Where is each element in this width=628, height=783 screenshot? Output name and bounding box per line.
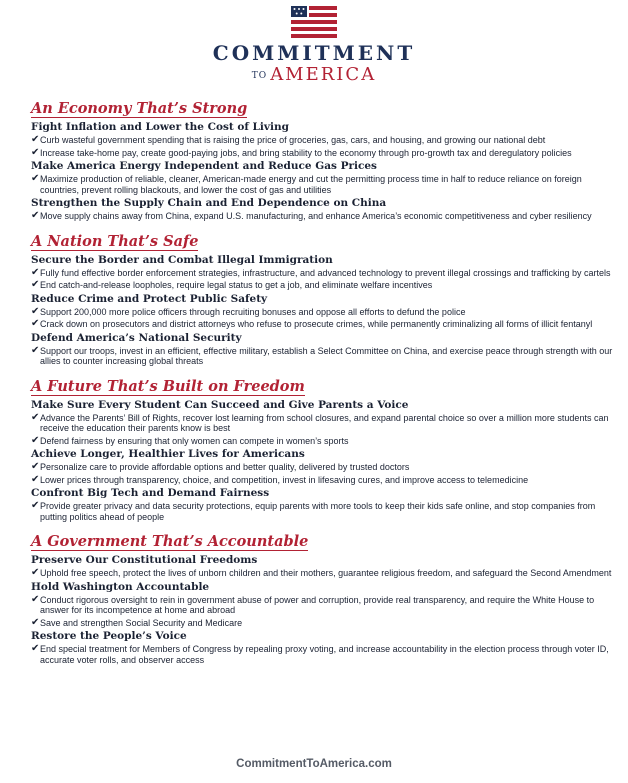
checkmark-icon: ✔ <box>31 173 40 184</box>
section-title: A Future That’s Built on Freedom <box>31 377 305 395</box>
section-title: A Government That’s Accountable <box>31 533 309 550</box>
list-item-text: Uphold free speech, protect the lives of unborn children and their mothers, guarantee religious freedom, and safeguard the Second Amendment <box>40 568 612 578</box>
checkmark-icon: ✔ <box>31 461 40 472</box>
list-item <box>31 211 614 222</box>
section <box>31 233 614 367</box>
list-item <box>31 174 614 195</box>
list-item-text: Support our troops, invest in an efficient, effective military, establish a Select Committee on China, and exercise peace through strength with our allies to counter increasing global threats <box>40 345 613 366</box>
list-item <box>31 148 614 159</box>
list-item-text: Increase take-home pay, create good-paying jobs, and bring stability to the economy through pro-growth tax and deregulatory policies <box>40 147 572 158</box>
subsection-heading: Restore the People’s Voice <box>31 630 187 642</box>
list-item <box>31 268 614 279</box>
footer-url[interactable]: CommitmentToAmerica.com <box>236 758 392 770</box>
subsection-heading: Reduce Crime and Protect Public Safety <box>31 292 268 305</box>
list-item-text: Support 200,000 more police officers through recruiting bonuses and oppose all efforts to defund the police <box>40 306 466 317</box>
list-item-text: Defend fairness by ensuring that only women can compete in women’s sports <box>40 435 349 446</box>
checkmark-icon: ✔ <box>31 434 40 446</box>
list-item-text: Maximize production of reliable, cleaner, American-made energy and cut the permitting process time in half to reduce reliance on foreign countries, prevent rolling blackouts, and lower the cost of gas and utilities <box>40 174 582 195</box>
checkmark-icon: ✔ <box>31 643 40 654</box>
checkmark-icon: ✔ <box>31 593 40 605</box>
brand-america: AMERICA <box>270 64 377 85</box>
checkmark-icon: ✔ <box>31 134 40 145</box>
section-title: A Nation That’s Safe <box>31 232 199 250</box>
list-item-text: Lower prices through transparency, choice, and competition, invest in lifesaving cures, and improve access to telemedicine <box>40 474 529 485</box>
list-item <box>31 595 614 616</box>
list-item-text: Fully fund effective border enforcement strategies, infrastructure, and advanced technology to prevent illegal crossings and trafficking by cartels <box>40 267 611 278</box>
checkmark-icon: ✔ <box>31 473 40 485</box>
checkmark-icon: ✔ <box>31 411 40 423</box>
checkmark-icon: ✔ <box>31 279 40 290</box>
list-item-text: Save and strengthen Social Security and Medicare <box>40 617 243 628</box>
brand-title: COMMITMENT <box>212 41 416 65</box>
checkmark-icon: ✔ <box>31 318 40 329</box>
list-item-text: Personalize care to provide affordable options and better quality, delivered by trusted doctors <box>40 462 410 472</box>
list-item-text: End special treatment for Members of Congress by repealing proxy voting, and increase accountability in the election process through voter ID, accurate voter rolls, and observer access <box>40 644 609 665</box>
agenda-content <box>31 100 614 676</box>
list-item-text: Curb wasteful government spending that is raising the price of groceries, gas, cars, and housing, and growing our national debt <box>40 135 546 145</box>
list-item <box>31 280 614 291</box>
brand-subtitle <box>0 65 628 86</box>
list-item-text: Advance the Parents’ Bill of Rights, recover lost learning from school closures, and expand parental choice so over a million more students can receive the education their parents know is best <box>40 412 609 433</box>
list-item <box>31 462 614 473</box>
list-item-text: Conduct rigorous oversight to rein in government abuse of power and corruption, provide real transparency, and require the White House to answer for its incompetence at home and abroad <box>40 594 595 615</box>
list-item-text: End catch-and-release loopholes, require legal status to get a job, and eliminate welfare incentives <box>40 280 433 290</box>
section <box>31 533 614 665</box>
checkmark-icon: ✔ <box>31 146 40 158</box>
subsection-heading: Make America Energy Independent and Reduce Gas Prices <box>31 160 377 172</box>
list-item <box>31 436 614 447</box>
list-item-text: Crack down on prosecutors and district attorneys who refuse to prosecute crimes, while permanently criminalizing all forms of illicit fentanyl <box>40 319 593 329</box>
subsection-heading: Defend America’s National Security <box>31 331 242 344</box>
list-item <box>31 644 614 665</box>
list-item <box>31 475 614 486</box>
checkmark-icon: ✔ <box>31 305 40 317</box>
subsection-heading: Confront Big Tech and Demand Fairness <box>31 487 270 499</box>
list-item <box>31 346 614 367</box>
subsection-heading: Strengthen the Supply Chain and End Dependence on China <box>31 197 387 209</box>
section <box>31 378 614 523</box>
list-item <box>31 413 614 434</box>
subsection-heading: Fight Inflation and Lower the Cost of Living <box>31 121 289 133</box>
section <box>31 100 614 222</box>
checkmark-icon: ✔ <box>31 500 40 511</box>
subsection-heading: Secure the Border and Combat Illegal Immigration <box>31 253 333 266</box>
list-item <box>31 568 614 579</box>
list-item-text: Provide greater privacy and data security protections, equip parents with more tools to keep their kids safe online, and stop companies from putting politics ahead of people <box>40 501 596 522</box>
logo <box>0 6 628 86</box>
flag-icon <box>291 6 337 38</box>
checkmark-icon: ✔ <box>31 567 40 578</box>
section-title: An Economy That’s Strong <box>31 100 248 117</box>
checkmark-icon: ✔ <box>31 616 40 628</box>
subsection-heading: Hold Washington Accountable <box>31 580 210 593</box>
list-item <box>31 135 614 146</box>
subsection-heading: Achieve Longer, Healthier Lives for Americans <box>31 448 305 460</box>
subsection-heading: Preserve Our Constitutional Freedoms <box>31 554 258 566</box>
brand-to: TO <box>251 71 268 81</box>
list-item <box>31 307 614 318</box>
subsection-heading: Make Sure Every Student Can Succeed and Give Parents a Voice <box>31 398 409 411</box>
checkmark-icon: ✔ <box>31 266 40 278</box>
list-item <box>31 319 614 330</box>
checkmark-icon: ✔ <box>31 344 40 356</box>
checkmark-icon: ✔ <box>31 210 40 221</box>
list-item <box>31 501 614 522</box>
list-item <box>31 618 614 629</box>
list-item-text: Move supply chains away from China, expand U.S. manufacturing, and enhance America’s economic competitiveness and cyber resiliency <box>40 211 592 221</box>
